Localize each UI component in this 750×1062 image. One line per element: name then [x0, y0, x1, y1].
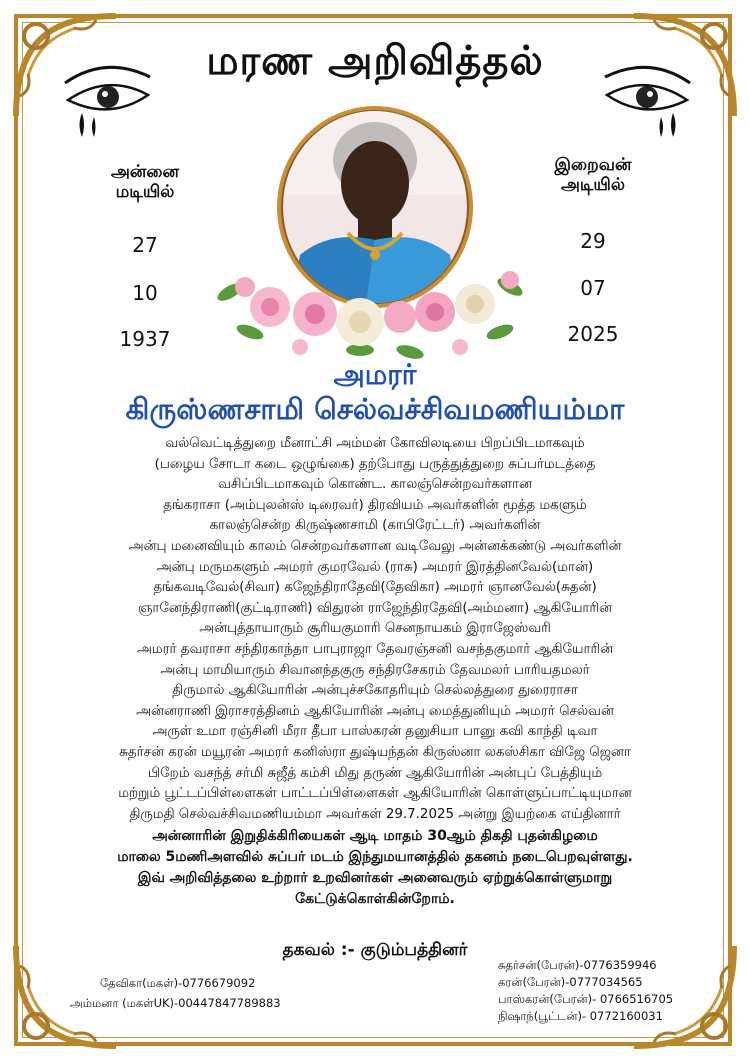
birth-day: 27 — [132, 233, 158, 257]
birth-label-line2: மடியில் — [115, 182, 175, 202]
crying-eye-icon — [60, 55, 155, 150]
flower-garland-icon — [210, 262, 540, 362]
bio-line: அன்பு மாமியாரும் சிவானந்தகுரு சந்திரசேகரம் தேவமலர் பாரியதமலர் — [160, 662, 590, 678]
contact-left: அம்மனா (மகள்UK)-00447847789883 — [70, 996, 281, 1010]
death-day: 29 — [580, 229, 606, 253]
bio-line: தங்கவடிவேல்(சிவா) கஜேந்திராதேவி(தேவிகா) அமரர் ஞானவேல்(சுதன்) — [153, 580, 597, 596]
bio-line: (பழைய சோடா கடை ஒழுங்கை) தற்போது பருத்துத்துறை சுப்பர்மடத்தை — [154, 456, 596, 472]
bio-line: பிறேம் வசந்த் சர்மி சுஜீத் கம்சி மிது தருண் ஆகியோரின் அன்புப் பேத்தியும் — [147, 765, 603, 781]
deceased-name: கிருஸ்ணசாமி செல்வச்சிவமணியம்மா — [125, 392, 625, 426]
bio-line: ஞானேந்திராணி(குட்டிராணி) விதுரன் ராஜேந்திரதேவி(அம்மனா) ஆகியோரின் — [137, 600, 613, 616]
bio-line: வல்வெட்டித்துறை மீனாட்சி அம்மன் கோவிலடியை பிறப்பிடமாகவும் — [165, 436, 585, 451]
birth-label-line1: அன்னை — [111, 162, 179, 182]
bio-line: அன்னராணி இராசரத்தினம் ஆகியோரின் அன்பு மைத்துனியும் அமரர் செல்வன் — [136, 703, 614, 719]
contact-left: தேவிகா(மகள்)-0776679092 — [100, 976, 256, 990]
bio-line: மற்றும் பூட்டப்பிள்ளைகள் பாட்டப்பிள்ளைகள் ஆகியோரின் கொள்ளுப்பாட்டியுமான — [118, 786, 632, 802]
bio-line: அன்பு மனைவியும் காலம் சென்றவர்களான வடிவேலு அன்னக்கண்டு அவர்களின் — [128, 538, 622, 554]
bio-line: தங்கராசா (அம்புலன்ஸ் டிரைவர்) திரவியம் அவர்களின் மூத்த மகளும் — [163, 497, 587, 513]
bio-line: திருமதி செல்வச்சிவமணியம்மா அவர்கள் 29.7.2025 அன்று இயற்கை எய்தினார் — [129, 806, 621, 822]
amarar-label: அமரர் — [333, 358, 417, 391]
info-from-family: தகவல் :- குடும்பத்தினர் — [282, 940, 468, 960]
death-label-line1: இறைவன் — [554, 155, 632, 175]
death-year: 2025 — [567, 322, 619, 346]
bio-line: அருள் உமா ரஞ்சினி மீரா தீபா பாஸ்கரன் தனுசியா பானு கவி காந்தி டிவா — [152, 724, 598, 740]
death-label — [548, 155, 638, 195]
funeral-line: கேட்டுக்கொள்கின்றோம். — [295, 891, 455, 907]
bio-line: சுதர்சன் கரன் மயூரன் அமரர் கனிஸ்ரா துஷ்யந்தன் கிருஸ்னா லகஸ்சிகா விஜே ஜெனா — [119, 744, 631, 760]
bio-line: அன்பு மருமகளும் அமரர் குமரவேல் (ராசு) அமரர் இரத்தினவேல்(மான்) — [156, 559, 594, 575]
biography — [40, 434, 710, 825]
death-month: 07 — [580, 276, 606, 300]
death-label-line2: அடியில் — [561, 175, 625, 195]
contact-right: பாஸ்கரன்(பேரன்)- 0766516705 — [498, 992, 674, 1006]
funeral-line: இவ் அறிவித்தலை உற்றார் உறவினர்கள் அனைவரும் ஏற்றுக்கொள்ளுமாறு — [137, 870, 613, 886]
birth-month: 10 — [132, 281, 158, 305]
page-title: மரண அறிவித்தல் — [206, 38, 544, 84]
bio-line: அமரர் தவராசா சந்திரகாந்தா பாபுராஜா தேவரஞ்சனி வசந்தகுமார் ஆகியோரின் — [136, 641, 614, 657]
funeral-details — [40, 826, 710, 910]
bio-line: திருமால் ஆகியோரின் அன்புச்சகோதரியும் செல்லத்துரை துரைராசா — [172, 683, 578, 699]
bio-line: அன்புத்தாயாரும் சூரியகுமாரி செனநாயகம் இராஜேஸ்வரி — [199, 621, 551, 637]
birth-year: 1937 — [119, 327, 171, 351]
crying-eye-icon — [600, 55, 695, 150]
funeral-line: மாலை 5மணிஅளவில் சுப்பர் மடம் இந்துமயானத்தில் தகனம் நடைபெறவுள்ளது. — [117, 849, 633, 865]
contact-right: சுதர்சன்(பேரன்)-0776359946 — [498, 958, 657, 972]
birth-label — [100, 162, 190, 202]
contact-right: கரன்(பேரன்)-0777034565 — [498, 975, 643, 989]
bio-line: காலஞ்சென்ற கிருஷ்ணசாமி (காபிரேட்டர்) அவர்களின் — [209, 518, 541, 534]
bio-line: வசிப்பிடமாகவும் கொண்ட. காலஞ்சென்றவர்களான — [218, 477, 532, 493]
contact-right: நிஷாந்(பூட்டன்)- 0772160031 — [498, 1009, 663, 1023]
funeral-line: அன்னாரின் இறுதிக்கிரியைகள் ஆடி மாதம் 30ஆம் திகதி புதன்கிழமை — [152, 828, 598, 844]
